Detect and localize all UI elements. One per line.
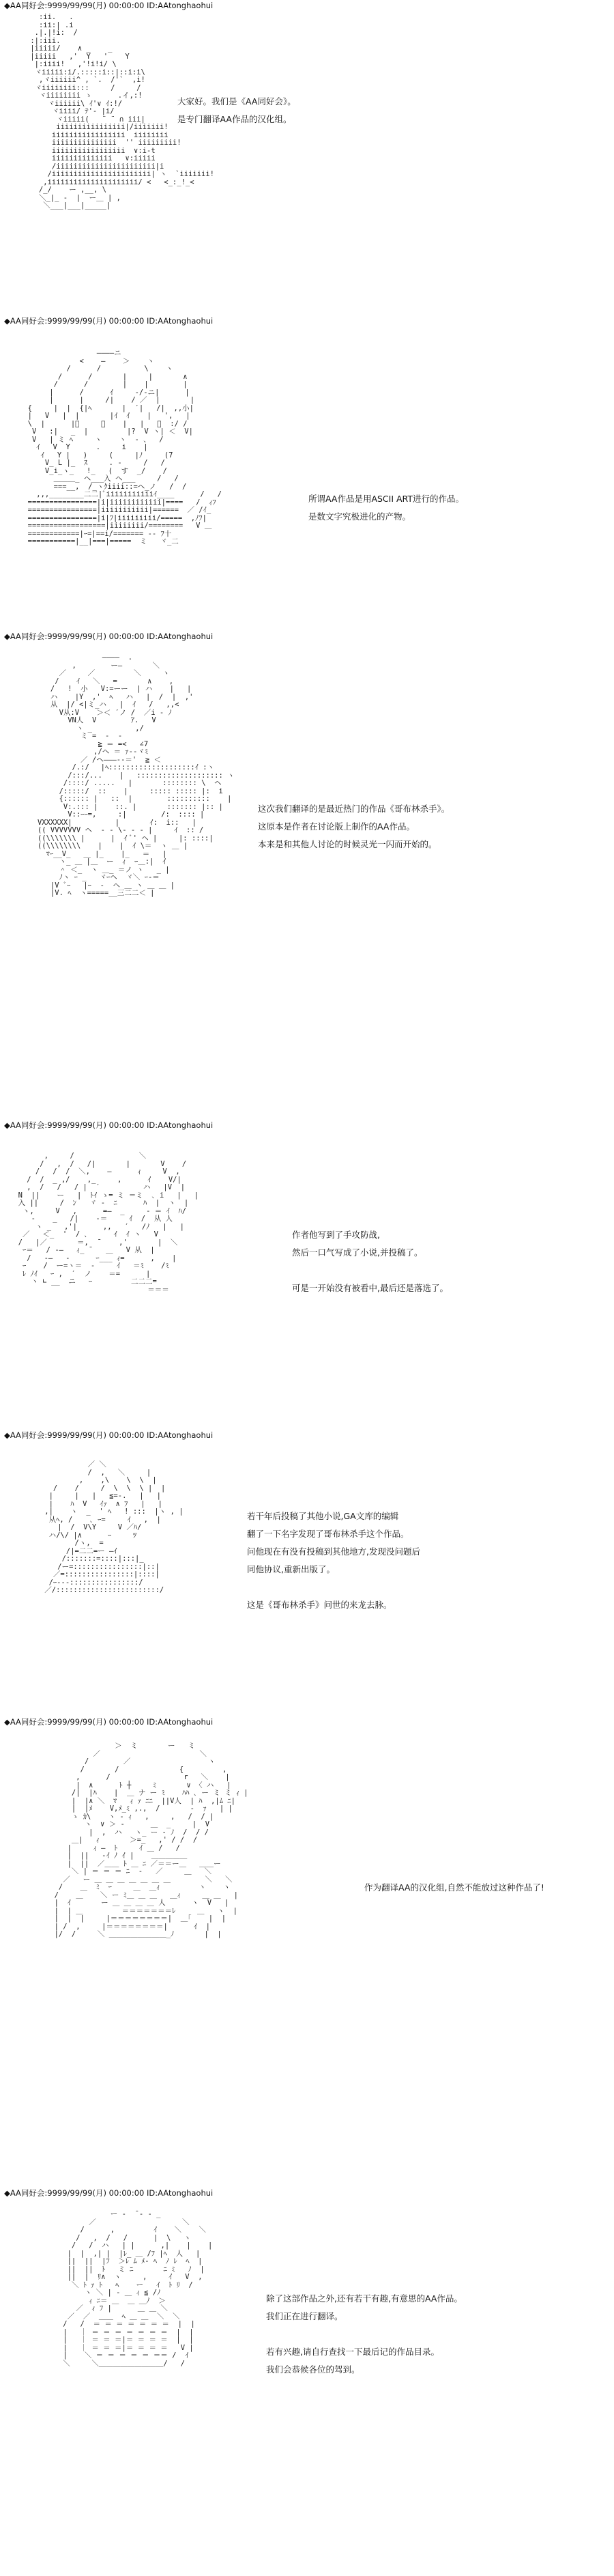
ascii-art-1: :ii. . :ii:| .i .|.|!i: / :|:iii. |iiiii/ ∧ _ _ |iiiii ,' Y ' Y |:iiii! ,'!i!i/ \ ヾiiiii:i/.:::::i::|::i:i\ ,ヾiiiiii^ , `. /'` ,i! ヾiiiiiiii::: / / ヾiiiiiiii ゝ .イ,:! ヾiiiiii\ ｲ'∨ ｲ:!/ ヾiiii/ ﾃ'- |i/ ヾiiiii( ¨ ¨ ∩ iii| iiiiiiiiiiiiiiii|/iiiiiii! iiiiiiiiiiiiiiiii iiiiiiii iiiiiiiiiiiiiii '' iiiiiiiii! iiiiiiiiiiiiiiiii ∨:i-t iiiiiiiiiiiiii ∨:iiiii /iiiiiiiiiiiiiiiiiiiiiii|i /iiiiiiiiiiiiiiiiiiiiiii| ヽ `iiiiiii! ,iiiiiiiiiiiiiiiiiiiii/ < <_:_!_< /_/ ー ,__, \ ＼_|_ ‐ | ー＿ | , ＼___|___|_____|: [30, 13, 215, 210]
post-text-6: [364, 1879, 544, 1897]
post-text-4: [292, 1226, 448, 1297]
text-line: 本来是和其他人讨论的时候灵光一闪而开始的。: [258, 839, 437, 849]
post-header: ◆AA同好会:9999/99/99(月) 00:00:00 ID:AAtonghaohui: [4, 316, 214, 326]
post-header: ◆AA同好会:9999/99/99(月) 00:00:00 ID:AAtonghaohui: [4, 1717, 214, 1727]
text-line: 若有兴趣,请自行查找一下最后记的作品目录。: [266, 2347, 439, 2357]
text-line: 是数文字究极进化的产物。: [308, 511, 411, 522]
post-text-3: [258, 800, 450, 853]
text-line: 大家好。我们是《AA同好会》。: [177, 96, 296, 107]
post-header: ◆AA同好会:9999/99/99(月) 00:00:00 ID:AAtonghaohui: [4, 632, 214, 641]
text-line: 翻了一下名字发现了哥布林杀手这个作品。: [247, 1529, 409, 1539]
ascii-art-5: ／ ＼ / , ＼ | , ,\ \ \ | / / / \ \ \ | | | | | ≦=-. | | | ﾊ V ｲｧ ∧ ﾌ | | ,| ヽ _ ' ﾍ ! ::: |ヽ , | 从ﾍ, / ､ ｰ= ｲ , | | / V\Y V ／ﾊ/ ハ/\/ |∧ ｰ ﾂ /ヽ, = /|=二二=ー ―ｲ /:::::::=::::|:::|_ /ー=::::::::::::::::|::| ／=::::::::::::::::|::::| /ｰ‐‐‐::::::::::::::::/ ／/::::::::::::::::::::::::/: [44, 1460, 184, 1594]
text-line: [292, 1262, 448, 1279]
text-line: 作为翻译AA的汉化组,自然不能放过这种作品了!: [364, 1882, 544, 1893]
text-line: 是专门翻译AA作品的汉化组。: [177, 114, 292, 124]
post-text-7: [266, 2290, 463, 2379]
ascii-art-2: ――――ニ < ― ＞ ヽ / / \ ヽ / / | | ∧ / / | | | | / ｲ -/‐ニ| | | | /| / ／ | | { | | {|ﾍ | ′| /| ,,小| | V | | |ｲ ｲ | ', | \ | |ﾞ ＝ | | ／ :/ / V :| _ | |? V ヽ| ＜ V| V | ミ ﾍ ヽ ヽ - 、 / ｲ V Y . i | ｲ Y | ) ( |ﾉ (7 V_ L |_ ｽ . ‐ / / V_i_ヽ_ !_ ( す _/ / ＿＿＿_ ヘ___入 ヘ___ / / ===__, /_ヽｸiiii::=ヘ_ノ / / ,,,________二二|ﾞiiiiiiiiiiiｲ____ / / ================|i|iiiiiiiiiiii|==== / ｨﾌ ================|iiiiiiiiiii|====== ／ /ｲ_ ================|i|ﾌ|iiiiiiiii/===== ,ﾉﾌ| ==================|iiiiiiii/======== V ＿ ============|ｰ=|==i/======= ‐‐ ﾌ十 ===========|__|===|===== ミ ヾ_二: [27, 349, 222, 546]
post-header: ◆AA同好会:9999/99/99(月) 00:00:00 ID:AAtonghaohui: [4, 1430, 214, 1440]
ascii-art-3: ―――― . , ー― ＼ ／ ／ ＼ ヽ / ｲ ＼ = ∧ , / ! 小 V:=ーー | ハ | | ハ |Y ,' ﾍ ハ | / | ,' 从 |/ <|ミ_ハ | ｲ / ,,< V从:V ＞＜ ′ノ / ／i ‐ ﾉ VN人 V ｱ. V ヽ _ ,/ ミ = - ‐ ≧ ＝ =< ∠7 ,/ヘ ＝ ｧ‐‐ヾﾐ ／ /ヘ―――‐‐＝' ≧ ＜ /.:/ |ﾍ::::::::::::::::::::ｲ :ヽ /:::/... | :::::::::::::::::::: ヽ /::::/ ..... | :::::::: \ ヘ /:::::/ :: | ::::: ::::: |: i {:::::: | :: | :::::::::: | V:.::: | ::. | ::::::: |:: | V::ｰｰ=, :| /: :::: | VXXXXXX| | ｲ: i:: | (( VVVVVVV ヘ ‐ ‐ \‐ ‐ - | ｲ :: / ((\\\\\\\ | | ｲ ﾞ' ヘ | |: ::::| ((\\\\\\\\ | | ｲ \＝ ヽ ＿ | ﾏｰ__V_ ＿ |_ |_ ＝ | ヽ_ ＿ |＿ ー ｨ ｰ＿:| ｲ ＾ ＜_ ヽ ＿_ ＝ノ ヽ _ | ﾉヽ ｰ _ ヾｰヘ ヾ＼ ｰ‐＝ |V ﾞｰ |ｰ ‐ ヘ ＿ ヽ ＿ ＿ | |V. ﾍ ヽ=====__三二二＜ |: [37, 653, 235, 897]
ascii-art-7: ー ‐ ̄ ‐ ‐ _ ／ ＼ / , ｲ ＼ ＼ / , / / | \ ヽ / / ハ | | ,| | | | | ,| | |ﾚ_ ＿ /ﾌ |ﾍ 人 | || || |ﾌ ＞ﾚ ﾑ ﾒ‐ ﾍ ﾉ ﾚ ﾍ | || || ﾄ ミ ﾆ ﾆ ﾐ ﾉ | || | ﾘ∧ ヽ , ｲ V , ＼ ﾄ ｧ ﾄ ﾍ ー ｲ ﾄ ﾘ / ヽ ＼ | ‐ ＿ ｨ ≦ /ﾉ ｨ ﾆ＝ ＿ ＿ ＿ﾉ ＞ ／ ｨ ﾌ | ＿ ＿ ＼ ／ ／ ＿＿ ﾍ ＿ ＿ ＼ ＼ / / ＝ ＝ ＝ ＝ ＝ ＝ ＝ | | | ｜ ＝ ＝ ＝ ＝ ＝ ＝ ＝ | | | ｜ ＝ ＝ ＝|＝ ＝ ＝ ＝ | | | ｜ ＝ ＝ ＝|＝ ＝ ＝ ＝ V | | ＼ ＝ ＝ ＝ ＝ ＝ ＝＝ / ｲ ＼ ＼＿＿＿＿＿＿＿＿＿/ /: [63, 2210, 213, 2368]
text-line: [266, 2325, 463, 2343]
text-line: 同他协议,重新出版了。: [247, 1564, 335, 1574]
post-header: ◆AA同好会:9999/99/99(月) 00:00:00 ID:AAtonghaohui: [4, 1120, 214, 1130]
ascii-art-4: , / ＼ / , / /| | V / / / / ＼, ― ｨ V , / / _ ,/ ,_ , ｲ V/| , / / / | ′ ハ |V | N || ー | ﾄｲ ゝ= ミ ＝ミ ､ i | | 入 || / ﾝ ヾ ‐ ﾆ ﾊ | ヽ | ヽ, V , =― _ ‐ ＝ ｲ ﾊ/ ‐ _ /| ‐＝ ｲ / 从 人 ヽ _ ,'| ,, ′ /ﾉ | | ／ ＜_ ' / ､ ｲ ｲ ヽ V / |／ ＝, ̄ ,' | ＼ ｰ＝ / ‐― ｨ_ ̄ ＿ V 从 | / -― ‐ ｰ___ ｨ= , | ｰ / ー=ヽ＝ ‐ ｲ ＝ﾐ /ﾐ ﾚ ﾉｲ ｰ , ′ ノ ＝= | ヽ ∟ __ ニ ｰ 二二二= ＝＝＝: [18, 1152, 199, 1294]
text-line: 这是《哥布林杀手》问世的来龙去脉。: [247, 1600, 392, 1610]
text-line: [247, 1579, 420, 1596]
text-line: 这原本是作者在讨论版上制作的AA作品。: [258, 821, 415, 832]
post-header: ◆AA同好会:9999/99/99(月) 00:00:00 ID:AAtonghaohui: [4, 1, 214, 10]
text-line: 所谓AA作品是用ASCII ART进行的作品。: [308, 494, 464, 504]
text-line: 问他现在有没有投稿到其他地方,发现没问题后: [247, 1546, 420, 1557]
post-text-1: [177, 93, 296, 128]
post-text-2: [308, 490, 464, 526]
text-line: 这次我们翻译的是最近热门的作品《哥布林杀手》。: [258, 804, 450, 814]
text-line: 若干年后投稿了其他小说,GA文库的编辑: [247, 1511, 399, 1521]
text-line: 作者他写到了手攻防战,: [292, 1230, 380, 1240]
text-line: 除了这部作品之外,还有若干有趣,有意思的AA作品。: [266, 2293, 463, 2304]
ascii-art-6: ＞ ミ ー ミ ／ ＼ / ／ ヽ / / { , , / r ＼ | | ∧ ﾄ ┼ ﾐ ∨ 〈 ハ | /| |ﾊ | ＿ ナ ー ﾐ ﾊﾊ ､ ー ミ ミ ｨ | | |∧ ＼ ﾏ ｨ ｧ ﾆﾆ ||V人 | ﾊ ,|ﾑ ﾆ| | |ﾒ V,ﾒ_ﾐ ,., / ‐ ｧ | | ゝ ｶ\ ヽ ‐ ｨ , , / / | ヽ ∨ ＞ ‐ ＿ _ | V | , ハ ヽ_ ー ‐ ﾉ / / / ＿| ｨ ＞=_ ,' / / / | ｨ ― ﾄ ｲ ＿ / / | || ‐ｲ ﾉ ｲ | ＿＿＿＿＿ | || ／＿＿ ﾄ ＿ ﾆ ／＝＝ー＿ ＿＿ー ＼ | ＝ ＝ ＝ ﾆ ‐ ／ ＿ ＼ ／ ー ＿ ＿ ＿ ＿ ＿ ＿ ＿ ＼ ＼ / ＿ ﾐ ｰ ＿ ＿ｨ ヽ ヽ / ＿ ＼ ー ﾐ＿ ＿ ＿ ＿ｨ ＿ ＿ | | ｲ ー ＿ ＿ ＿ ＿ 人 ヽ V | | | ＿ ＝＝＝＝＝＝＝ﾚ ＿ ヽ | | | | |＝＝＝＝＝＝＝＝| ＿｢ | | | / , |＝＝＝＝＝＝＝＝| ｲ | |/ / ＼ ＿＿＿＿＿＿＿＿_ﾉ | |: [54, 1742, 248, 1938]
text-line: 可是一开始没有被看中,最后还是落选了。: [292, 1283, 448, 1293]
text-line: 我们会恭候各位的驾到。: [266, 2364, 360, 2375]
text-line: 我们正在进行翻译。: [266, 2311, 343, 2321]
post-text-5: [247, 1508, 420, 1614]
text-line: 然后一口气写成了小说,并投稿了。: [292, 1247, 423, 1258]
post-header: ◆AA同好会:9999/99/99(月) 00:00:00 ID:AAtonghaohui: [4, 2188, 214, 2198]
